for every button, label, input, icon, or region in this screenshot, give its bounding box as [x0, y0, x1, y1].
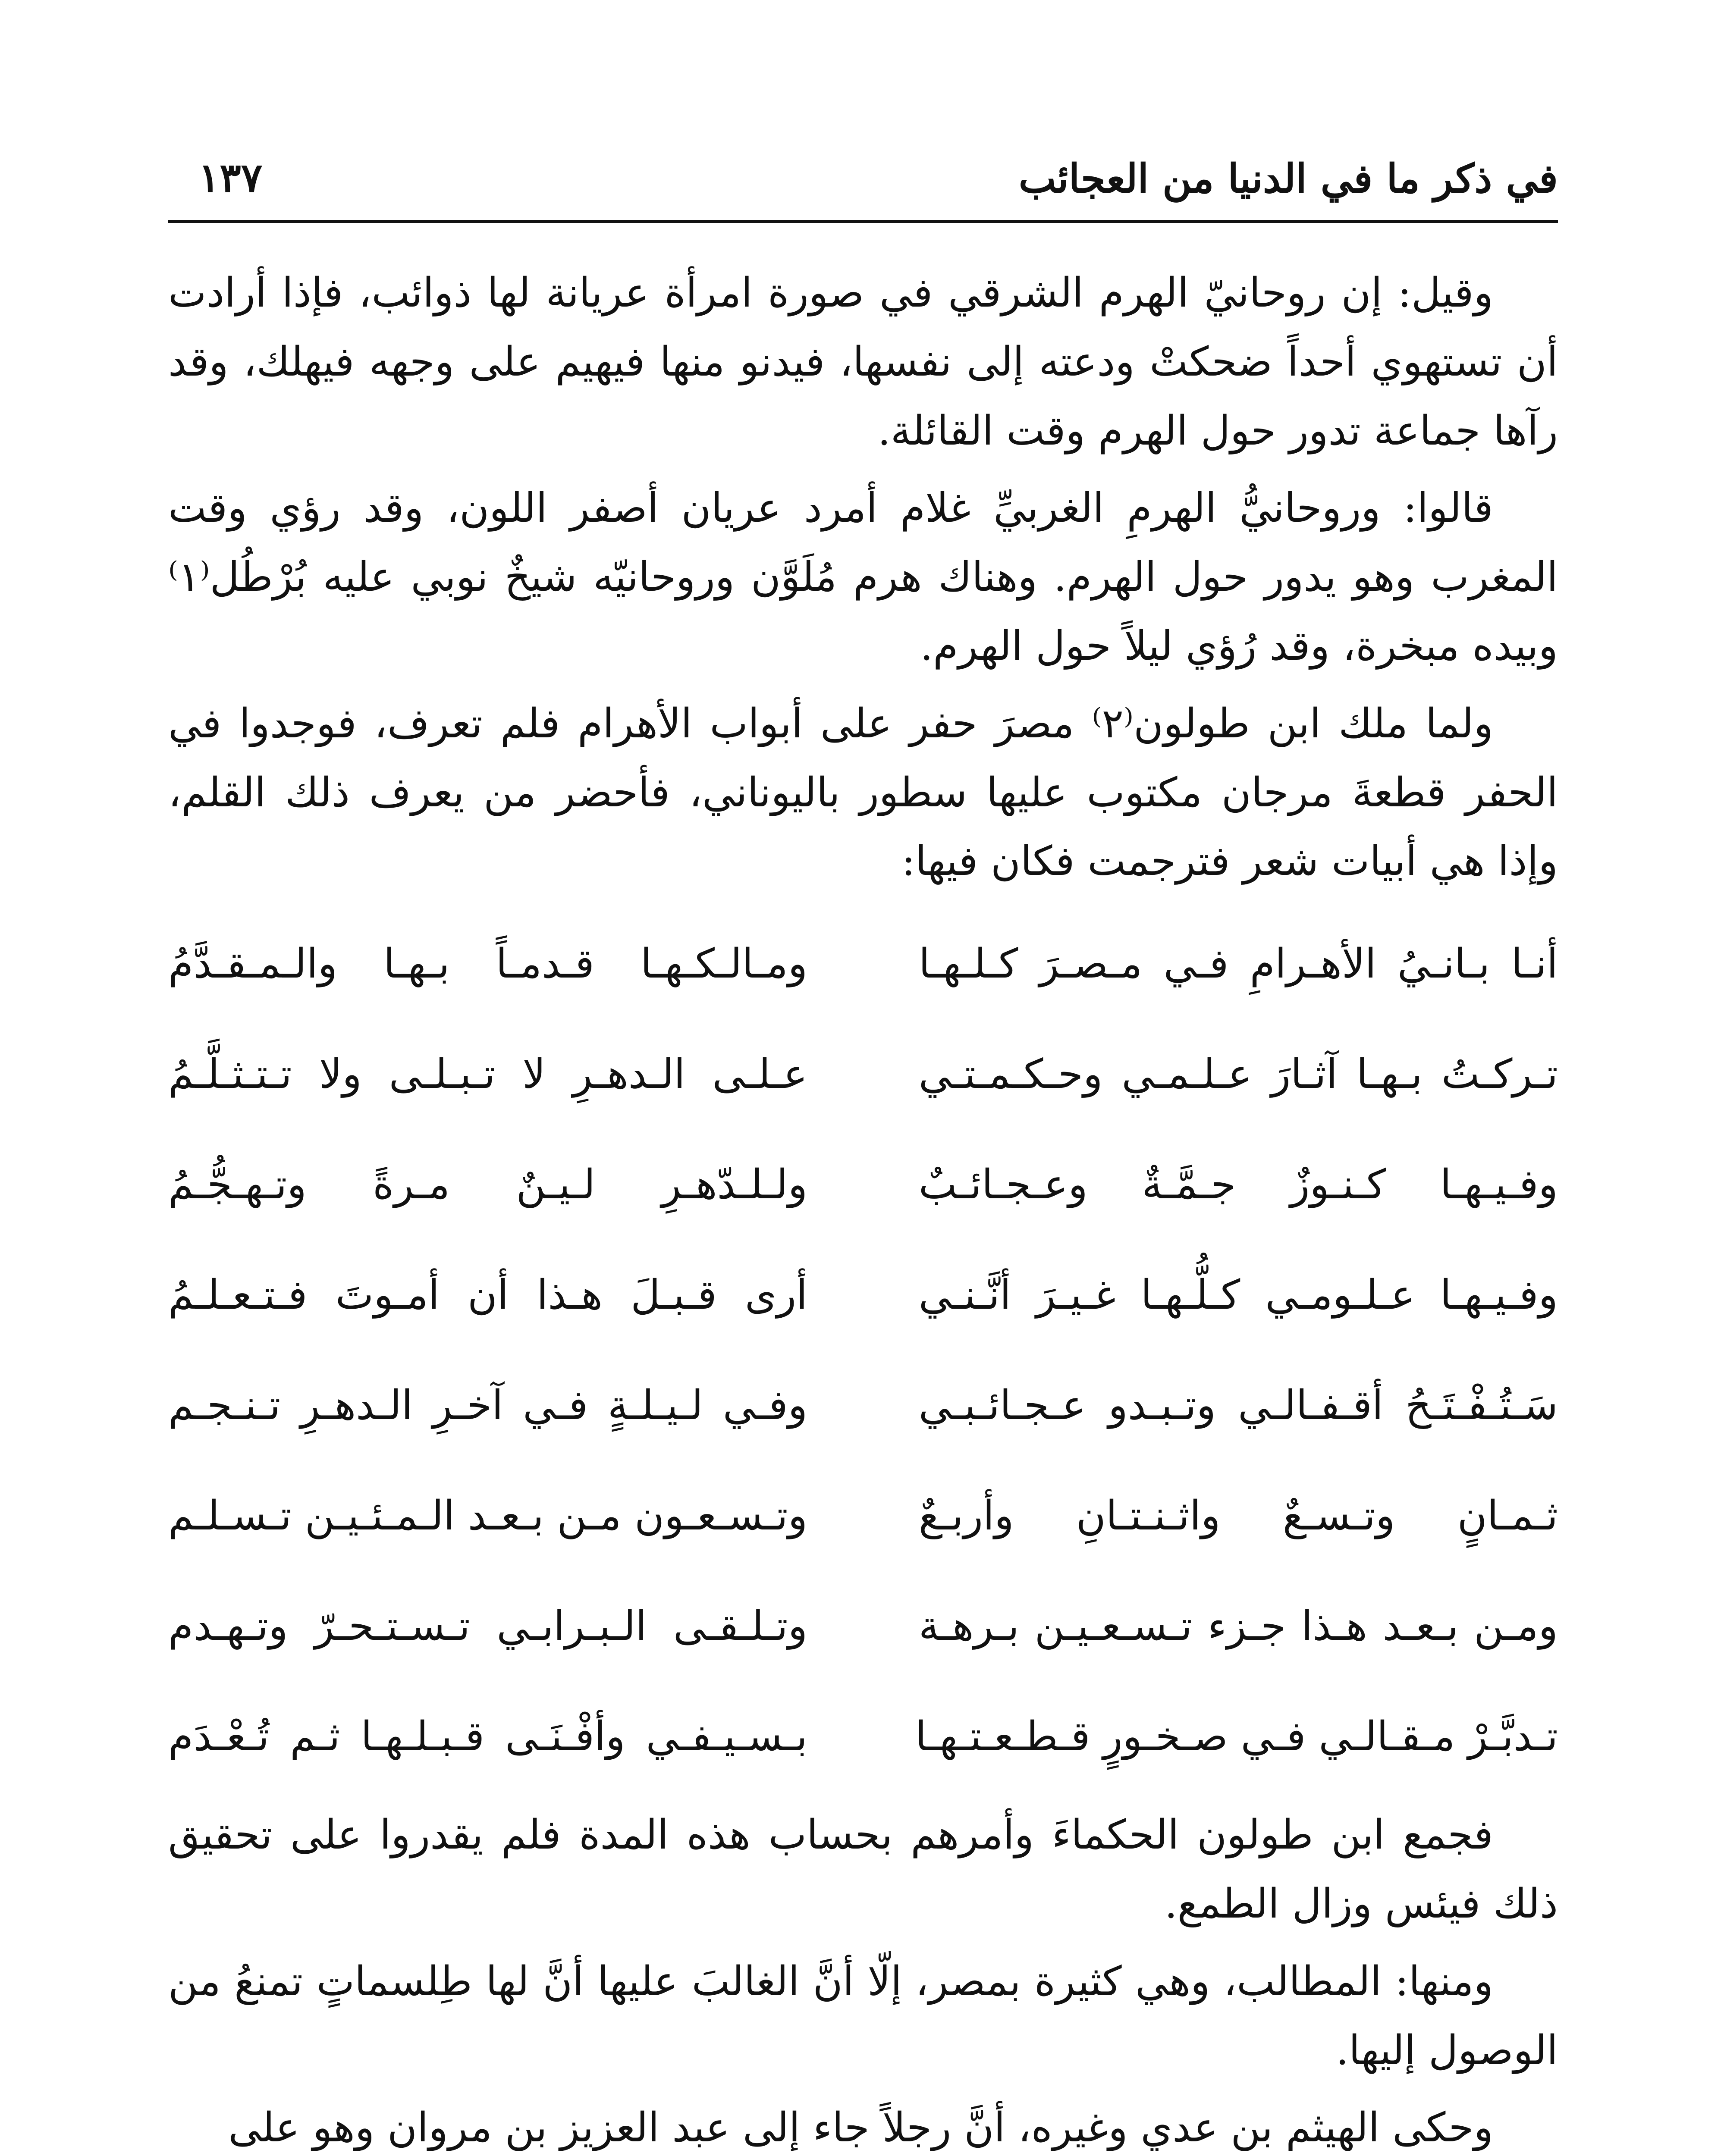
paragraph: ومنها: المطالب، وهي كثيرة بمصر، إلّا أنَّ الغالبَ عليها أنَّ لها طِلسماتٍ تمنعُ من الوصول إليها.: [168, 1958, 1558, 2074]
verse-first-hemistich: أنـا بـانـيُ الأهـرامِ فـي مـصـرَ كـلـهـا: [918, 940, 1558, 988]
paragraph: ولما ملك ابن طولون⁽٢⁾ مصرَ حفر على أبواب الأهرام فلم تعرف، فوجدوا في الحفر قطعةَ مرجان مكتوب عليها سطور باليوناني، فأحضر من يعرف ذلك القلم، وإذا هي أبيات شعر فترجمت فكان فيها:: [168, 700, 1558, 885]
main-text: [168, 259, 1558, 2156]
poem: [168, 909, 1558, 1792]
verse-first-hemistich: وفـيـهـا عـلـومـي كـلُّـهـا غـيـرَ أنَّـنـي: [918, 1272, 1558, 1319]
poem-verse: [168, 1571, 1558, 1682]
poem-verse: [168, 1240, 1558, 1351]
verse-first-hemistich: تـركـتُ بـهـا آثـارَ عـلـمـي وحـكـمـتـي: [918, 1051, 1558, 1098]
running-header: [168, 147, 1558, 223]
verse-first-hemistich: ثـمـانٍ وتـسـعٌ واثـنـتـانِ وأربـعٌ: [918, 1492, 1558, 1540]
verse-second-hemistich: عـلـى الـدهـرِ لا تـبـلـى ولا تـتـثـلَّـمُ: [168, 1051, 808, 1098]
paragraph: فجمع ابن طولون الحكماءَ وأمرهم بحساب هذه المدة فلم يقدروا على تحقيق ذلك فيئس وزال الطمع.: [168, 1811, 1558, 1927]
poem-verse: [168, 1461, 1558, 1571]
verse-first-hemistich: وفـيـهـا كـنـوزٌ جـمَّـةٌ وعـجـائـبٌ: [918, 1161, 1558, 1209]
verse-second-hemistich: وفـي لـيـلـةٍ فـي آخـرِ الـدهـرِ تـنـجـم: [168, 1382, 808, 1429]
verse-second-hemistich: وتـسـعـون مـن بـعـد الـمـئـيـن تـسـلـم: [168, 1492, 808, 1540]
poem-verse: [168, 909, 1558, 1019]
poem-verse: [168, 1019, 1558, 1130]
verse-first-hemistich: تـدبَّـرْ مـقـالـي فـي صـخـورٍ قـطـعـتـهـا: [915, 1713, 1558, 1761]
verse-second-hemistich: ومـالـكـهـا قـدمـاً بـهـا والـمـقـدَّمُ: [168, 940, 808, 988]
verse-first-hemistich: سَـتُـفْـتَـحُ أقـفـالـي وتـبـدو عـجـائـبـي: [918, 1382, 1558, 1429]
paragraph: وحكى الهيثم بن عدي وغيره، أنَّ رجلاً جاء إلى عبد العزيز بن مروان وهو على: [228, 2104, 1493, 2152]
verse-second-hemistich: أرى قـبـلَ هـذا أن أمـوتَ فـتـعـلـمُ: [168, 1272, 808, 1319]
poem-verse: [168, 1682, 1558, 1792]
verse-second-hemistich: ولـلـدّهـرِ لـيـنٌ مـرةً وتـهـجُّـمُ: [168, 1161, 808, 1209]
poem-verse: [168, 1130, 1558, 1240]
poem-verse: [168, 1351, 1558, 1461]
verse-first-hemistich: ومـن بـعـد هـذا جـزء تـسـعـيـن بـرهـة: [918, 1603, 1558, 1650]
paragraph: وقيل: إن روحانيّ الهرم الشرقي في صورة امرأة عريانة لها ذوائب، فإذا أرادت أن تستهوي أحداً ضحكتْ ودعته إلى نفسها، فيدنو منها فيهيم على وجهه فيهلك، وقد رآها جماعة تدور حول الهرم وقت القائلة.: [168, 270, 1558, 454]
page-number: ١٣٧: [198, 154, 263, 201]
running-title: في ذكر ما في الدنيا من العجائب: [1018, 155, 1558, 202]
paragraph: قالوا: وروحانيُّ الهرمِ الغربيِّ غلام أمرد عريان أصفر اللون، وقد رؤي وقت المغرب وهو يدور حول الهرم. وهناك هرم مُلَوَّن وروحانيّه شيخٌ نوبي عليه بُرْطُل⁽١⁾ وبيده مبخرة، وقد رُؤي ليلاً حول الهرم.: [168, 485, 1558, 670]
verse-second-hemistich: وتـلـقـى الـبـرابـي تـسـتـحـرّ وتـهـدم: [168, 1603, 808, 1650]
verse-second-hemistich: بـسـيـفـي وأفْـنَـى قـبـلـهـا ثـم تُـعْـدَم: [168, 1713, 808, 1761]
